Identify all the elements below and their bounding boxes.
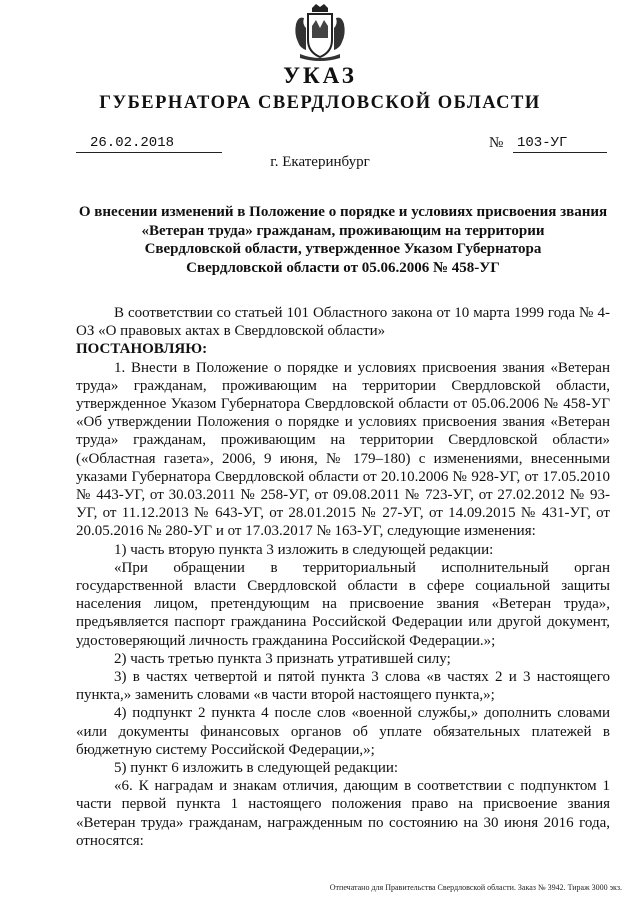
issuer-title: ГУБЕРНАТОРА СВЕРДЛОВСКОЙ ОБЛАСТИ [99, 93, 541, 113]
paragraph-1: 1. Внести в Положение о порядке и условиях присвоения звания «Ветеран труда» гражданам, проживающим на территории Свердловской области, утвержденное Указом Губернатора Свердловской области от 05.06.2006 № 458-УГ «Об утверждении Положения о порядке и условиях присвоения звания «Ветеран труда» гражданам, проживающим на территории Свердловской области» («Областная газета», 2006, 9 июня, № 179–180) с изменениями, внесенными указами Губернатора Свердловской области от 20.10.2006 № 928-УГ, от 17.05.2010 № 443-УГ, от 30.03.2011 № 258-УГ, от 09.08.2011 № 723-УГ, от 27.02.2012 № 93-УГ, от 11.12.2013 № 643-УГ, от 28.01.2015 № 27-УГ, от 14.09.2015 № 431-УГ, от 20.05.2016 № 280-УГ и от 17.03.2017 № 163-УГ, следующие изменения: [76, 359, 610, 540]
decree-heading [70, 203, 616, 277]
decree-word: ПОСТАНОВЛЯЮ: [76, 341, 208, 358]
decree-date: 26.02.2018 [76, 134, 222, 153]
heading-line: Свердловской области, утвержденное Указом Губернатора [144, 241, 542, 257]
subitem-3: 3) в частях четвертой и пятой пункта 3 слова «в частях 2 и 3 настоящего пункта,» заменить словами «в части второй настоящего пункта,»; [76, 669, 610, 704]
heading-line: О внесении изменений в Положение о порядке и условиях присвоения звания [78, 204, 608, 220]
number-sign: № [489, 135, 504, 151]
subitem-5-quote: «6. К наградам и знакам отличия, дающим в соответствии с подпунктом 1 части первой пункта 1 настоящего положения право на присвоение звания «Ветеран труда» гражданам, награжденным по состоянию на 30 июня 2016 года, относятся: [76, 778, 610, 849]
print-note: Отпечатано для Правительства Свердловской области. Заказ № 3942. Тираж 3000 экз. [329, 883, 622, 892]
heading-line: «Ветеран труда» гражданам, проживающим на территории [141, 222, 545, 239]
subitem-1-quote: «При обращении в территориальный исполнительный орган государственной власти Свердловской области в сфере социальной защиты населения лицом, претендующим на присвоение звания «Ветеран труда», предъявляется паспорт гражданина Российской Федерации или другой документ, удостоверяющий личность гражданина Российской Федерации.»; [76, 559, 610, 649]
decree-number: 103-УГ [513, 134, 607, 153]
coat-of-arms-emblem [290, 2, 350, 62]
city-line: г. Екатеринбург [270, 154, 370, 170]
subitem-5: 5) пункт 6 изложить в следующей редакции: [114, 760, 399, 777]
document-type-title: УКАЗ [283, 63, 357, 88]
subitem-4: 4) подпункт 2 пункта 4 после слов «военной службы,» дополнить словами «или документы финансовых органов об уплате обязательных платежей в бюджетную систему Российской Федерации,»; [76, 705, 610, 758]
intro-paragraph: В соответствии со статьей 101 Областного закона от 10 марта 1999 года № 4-ОЗ «О правовых актах в Свердловской области» [76, 305, 610, 340]
subitem-2: 2) часть третью пункта 3 признать утратившей силу; [114, 650, 451, 667]
subitem-1: 1) часть вторую пункта 3 изложить в следующей редакции: [114, 541, 494, 558]
heading-line: Свердловской области от 05.06.2006 № 458-УГ [186, 259, 500, 276]
decree-body [76, 304, 610, 850]
